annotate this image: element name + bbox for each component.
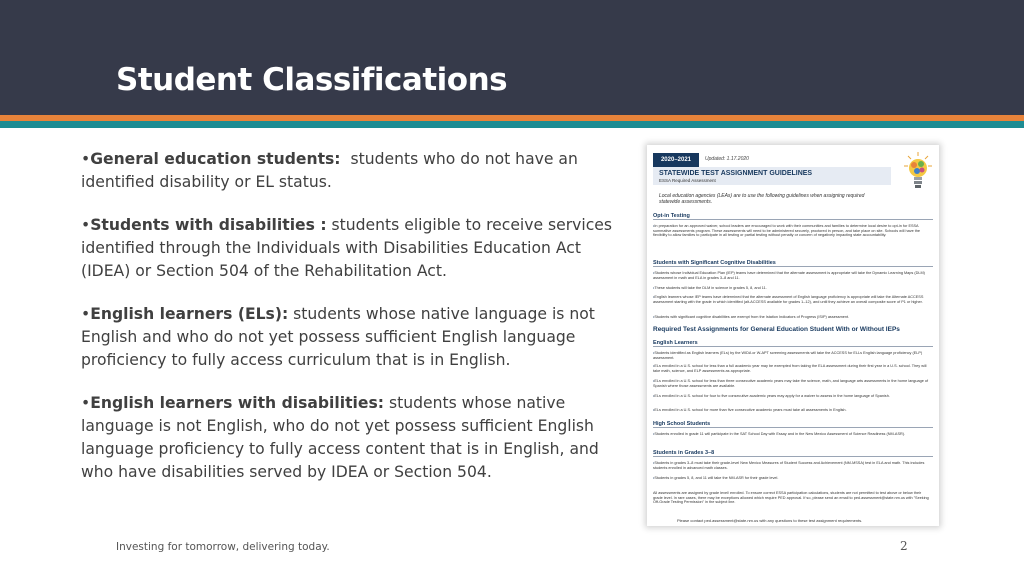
bullet-term: English learners (ELs): (90, 305, 289, 323)
accent-stripe-teal (0, 121, 1024, 128)
bullet-english-learners: •English learners (ELs): students whose native language is not English and who do not yet possess sufficient English language proficiency to fully access curriculum that is in English. (81, 305, 595, 369)
doc-section-heading: Opt-in Testing (653, 213, 933, 220)
bullet-text: students eligible to receive services identified through the Individuals with Disabilities Education Act (IDEA) or Section 504 of the Rehabilitation Act. (81, 216, 613, 280)
doc-bullet: • Students with significant cognitive disabilities are exempt from the Istation Indicators of Progress (ISIP) assessment. (653, 315, 931, 320)
doc-bullet: • In preparation for an approved waiver, school leaders are encouraged to work with their communities and families to determine local desire to opt-in for ESSA summative assessments program. These assessments will need to be administered securely, proctored in person, and take place on site. Schools will have the flexibility to allow families to participate in all testing or partial testing without penalty or concern of negatively impacting state accountability. (653, 224, 931, 238)
doc-subtitle: ESSA Required Assessment (659, 178, 716, 183)
slide-title: Student Classifications (116, 62, 508, 98)
doc-section-heading: Students in Grades 3–8 (653, 450, 933, 457)
doc-bullet: • Students in grades 5, 8, and 11 will take the NM-ASR for their grade level. (653, 476, 931, 481)
bullet-general-education: •General education students: students who do not have an identified disability or EL status. (81, 150, 578, 191)
bullet-text: students whose native language is not English and who do not yet possess sufficient English language proficiency to fully access curriculum that is in English. (81, 305, 595, 369)
doc-bullet: • ELs enrolled in a U.S. school for less than three consecutive academic years may take the science, math, and language arts assessments in the home language of Spanish where those assessments are available. (653, 379, 931, 388)
doc-bullet: • Students in grades 3–8 must take their grade-level New Mexico Measures of Student Success and Achievement (NM-MSSA) test in ELA and math. This includes students enrolled in advanced math classes. (653, 461, 931, 470)
doc-bullet: • Students enrolled in grade 11 will participate in the SAT School Day with Essay and in the New Mexico Assessment of Science Readiness (NM-ASR). (653, 432, 931, 437)
doc-year-badge: 2020–2021 (653, 153, 699, 167)
doc-bullet: • These students will take the DLM in science in grades 5, 8, and 11. (653, 286, 931, 291)
doc-updated-date: Updated: 1.17.2020 (705, 156, 749, 162)
doc-contact: Please contact ped.assessment@state.nm.us with any questions to these test assignment requirements. (677, 518, 863, 523)
doc-title: STATEWIDE TEST ASSIGNMENT GUIDELINES (659, 170, 813, 177)
doc-intro: Local education agencies (LEAs) are to use the following guidelines when assigning required statewide assessments. (659, 193, 865, 205)
doc-bullet: • Students identified as English learners (ELs) by the WIDA or W-APT screening assessments will take the ACCESS for ELLs English language proficiency (ELP) assessment. (653, 351, 931, 360)
bullet-term: Students with disabilities : (90, 216, 327, 234)
bullet-students-with-disabilities: •Students with disabilities : students eligible to receive services identified through the Individuals with Disabilities Education Act (IDEA) or Section 504 of the Rehabilitation Act. (81, 216, 613, 280)
bullet-list (81, 148, 626, 504)
bullet-english-learners-with-disabilities: •English learners with disabilities: students whose native language is not English, who do not yet possess sufficient English language proficiency to fully access content that is in English, and who have disabilities served by IDEA or Section 504. (81, 394, 599, 481)
doc-bullet: • ELs enrolled in a U.S. school for less than a full academic year may be exempted from taking the ELA assessment during their first year in a U.S. school. They will take math, science, and ELP assessments as appropriate. (653, 364, 931, 373)
doc-top-bar (653, 153, 763, 167)
bullet-term: General education students: (90, 150, 341, 168)
doc-section-heading: Students with Significant Cognitive Disabilities (653, 260, 933, 267)
doc-section-heading: Required Test Assignments for General Education Student With or Without IEPs (653, 326, 900, 333)
bullet-text: students who do not have an identified disability or EL status. (81, 150, 578, 191)
doc-footnote: All assessments are assigned by grade level/ enrolled. To ensure correct ESSA participation calculations, students are not permitted to test above or below their grade level. In rare cases, there may be exceptions allowed which require PED approval. If so, please send an email to ped.assessment@state.nm.us with "Seeking Off-Grade Testing Permission" in the subject line. (653, 491, 929, 505)
doc-bullet: • English learners whose IEP teams have determined that the alternate assessment of English language proficiency is appropriate will take the Alternate ACCESS assessment starting with the grade in which identified (alt-ACCESS available for grades 1–12), and until they achieve an overall composite score of P1 or higher. (653, 295, 931, 304)
bullet-term: English learners with disabilities: (90, 394, 384, 412)
doc-bullet: • Students whose Individual Education Plan (IEP) teams have determined that the alternate assessment is appropriate will take the Dynamic Learning Maps (DLM) assessment in math and ELA in grades 3–8 and 11. (653, 271, 931, 280)
lightbulb-logo-icon (903, 150, 933, 194)
doc-bullet: • ELs enrolled in a U.S. school for more than five consecutive academic years must take all assessments in English. (653, 408, 931, 413)
footer-tagline: Investing for tomorrow, delivering today. (116, 541, 330, 553)
doc-section-heading: High School Students (653, 421, 933, 428)
bullet-text: students whose native language is not English, who do not yet possess sufficient English language proficiency to fully access content that is in English, and who have disabilities served by IDEA or Section 504. (81, 394, 599, 481)
doc-section-heading: English Learners (653, 340, 933, 347)
guidelines-document-image (647, 145, 939, 526)
doc-bullet: • ELs enrolled in a U.S. school for four to five consecutive academic years may apply for a waiver to assess in the home language of Spanish. (653, 394, 931, 399)
page-number: 2 (900, 539, 908, 553)
